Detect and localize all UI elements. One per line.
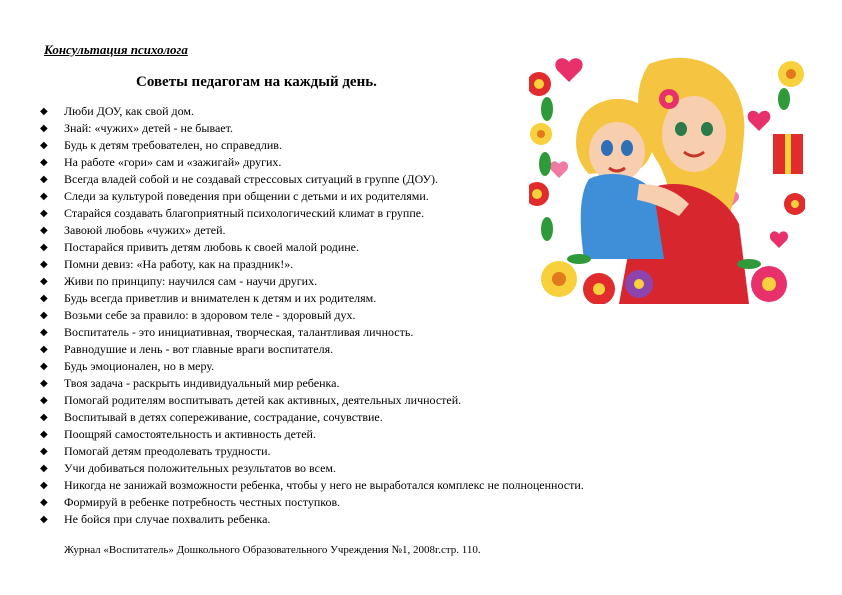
diamond-bullet-icon: ◆: [40, 463, 48, 474]
tip-text: Не бойся при случае похвалить ребенка.: [64, 512, 271, 526]
tip-text: Помогай родителям воспитывать детей как активных, деятельных личностей.: [64, 393, 462, 407]
tip-text: Возьми себе за правило: в здоровом теле - здоровый дух.: [64, 308, 356, 322]
tip-text: Поощряй самостоятельность и активность детей.: [64, 427, 316, 441]
tip-item: [40, 375, 584, 392]
diamond-bullet-icon: ◆: [40, 480, 48, 491]
tip-item: [40, 409, 584, 426]
page-title: Советы педагогам на каждый день.: [136, 74, 377, 90]
diamond-bullet-icon: ◆: [40, 344, 48, 355]
diamond-bullet-icon: ◆: [40, 191, 48, 202]
tip-text: Следи за культурой поведения при общении с детьми и их родителями.: [64, 189, 429, 203]
tip-item: [40, 188, 584, 205]
diamond-bullet-icon: ◆: [40, 174, 48, 185]
tip-item: [40, 307, 584, 324]
tip-text: Помогай детям преодолевать трудности.: [64, 444, 271, 458]
tip-item: [40, 460, 584, 477]
diamond-bullet-icon: ◆: [40, 514, 48, 525]
tip-text: Равнодушие и лень - вот главные враги воспитателя.: [64, 342, 334, 356]
diamond-bullet-icon: ◆: [40, 208, 48, 219]
tip-text: Старайся создавать благоприятный психологический климат в группе.: [64, 206, 425, 220]
diamond-bullet-icon: ◆: [40, 157, 48, 168]
tip-item: [40, 256, 584, 273]
tip-text: На работе «гори» сам и «зажигай» других.: [64, 155, 282, 169]
tip-text: Воспитывай в детях сопереживание, сострадание, сочувствие.: [64, 410, 383, 424]
tip-item: [40, 494, 584, 511]
tip-item: [40, 222, 584, 239]
tip-text: Помни девиз: «На работу, как на праздник!».: [64, 257, 294, 271]
tip-text: Постарайся привить детям любовь к своей малой родине.: [64, 240, 359, 254]
diamond-bullet-icon: ◆: [40, 310, 48, 321]
tip-text: Твоя задача - раскрыть индивидуальный мир ребенка.: [64, 376, 340, 390]
diamond-bullet-icon: ◆: [40, 106, 48, 117]
tip-item: [40, 239, 584, 256]
diamond-bullet-icon: ◆: [40, 497, 48, 508]
diamond-bullet-icon: ◆: [40, 225, 48, 236]
illustration-graphic: [529, 44, 805, 304]
tip-text: Завоюй любовь «чужих» детей.: [64, 223, 226, 237]
tip-item: [40, 290, 584, 307]
tip-item: [40, 137, 584, 154]
tip-item: [40, 205, 584, 222]
tip-item: [40, 171, 584, 188]
tip-text: Живи по принципу: научился сам - научи других.: [64, 274, 318, 288]
tip-text: Воспитатель - это инициативная, творческая, талантливая личность.: [64, 325, 414, 339]
tip-text: Люби ДОУ, как свой дом.: [64, 104, 194, 118]
source-citation: Журнал «Воспитатель» Дошкольного Образовательного Учреждения №1, 2008г.стр. 110.: [64, 544, 481, 556]
tip-text: Будь к детям требователен, но справедлив.: [64, 138, 282, 152]
tip-item: [40, 511, 584, 528]
tip-item: [40, 426, 584, 443]
diamond-bullet-icon: ◆: [40, 446, 48, 457]
tip-item: [40, 103, 584, 120]
tip-text: Будь всегда приветлив и внимателен к детям и их родителям.: [64, 291, 377, 305]
tip-text: Знай: «чужих» детей - не бывает.: [64, 121, 233, 135]
tip-item: [40, 358, 584, 375]
right-flower-border: [773, 61, 805, 215]
diamond-bullet-icon: ◆: [40, 361, 48, 372]
consultation-label: Консультация психолога: [44, 42, 188, 57]
diamond-bullet-icon: ◆: [40, 259, 48, 270]
diamond-bullet-icon: ◆: [40, 242, 48, 253]
tip-item: [40, 477, 584, 494]
tip-item: [40, 120, 584, 137]
diamond-bullet-icon: ◆: [40, 412, 48, 423]
tip-item: [40, 392, 584, 409]
diamond-bullet-icon: ◆: [40, 293, 48, 304]
diamond-bullet-icon: ◆: [40, 327, 48, 338]
tip-text: Никогда не занижай возможности ребенка, чтобы у него не выработался комплекс не полноценности.: [64, 478, 584, 492]
tip-item: [40, 443, 584, 460]
tip-text: Формируй в ребенке потребность честных поступков.: [64, 495, 341, 509]
tip-item: [40, 154, 584, 171]
tip-item: [40, 273, 584, 290]
diamond-bullet-icon: ◆: [40, 123, 48, 134]
tips-list: [40, 103, 584, 528]
diamond-bullet-icon: ◆: [40, 378, 48, 389]
tip-text: Учи добиваться положительных результатов во всем.: [64, 461, 337, 475]
tip-item: [40, 341, 584, 358]
diamond-bullet-icon: ◆: [40, 429, 48, 440]
tip-text: Будь эмоционален, но в меру.: [64, 359, 215, 373]
tip-text: Всегда владей собой и не создавай стрессовых ситуаций в группе (ДОУ).: [64, 172, 439, 186]
diamond-bullet-icon: ◆: [40, 140, 48, 151]
tip-item: [40, 324, 584, 341]
mother-child-illustration: [529, 44, 805, 304]
diamond-bullet-icon: ◆: [40, 276, 48, 287]
left-flower-border: [529, 72, 553, 241]
diamond-bullet-icon: ◆: [40, 395, 48, 406]
